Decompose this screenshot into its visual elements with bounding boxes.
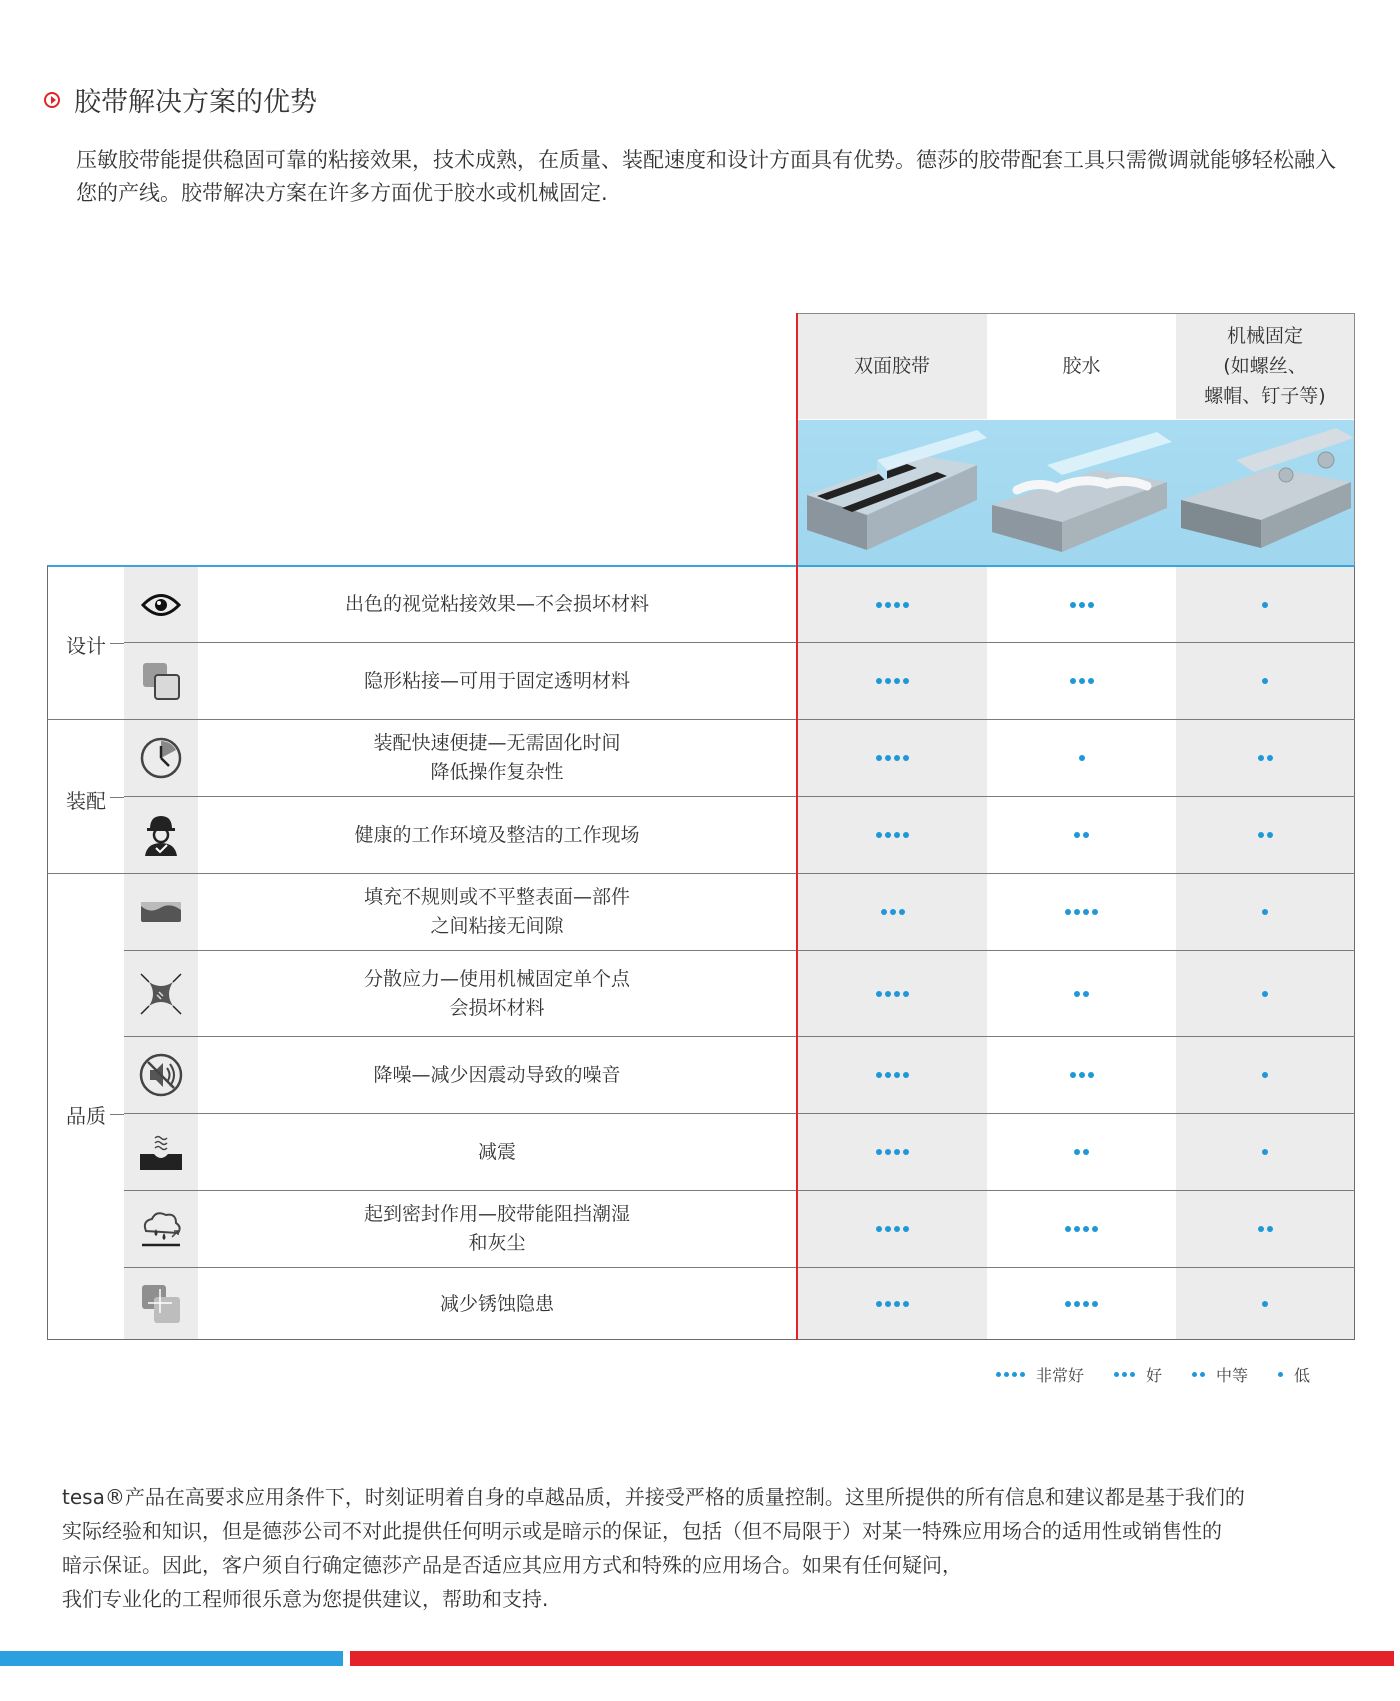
rating-dot <box>881 909 887 915</box>
disclaimer-line: tesa®产品在高要求应用条件下，时刻证明着自身的卓越品质，并接受严格的质量控制。这里所提供的所有信息和建议都是基于我们的 <box>62 1485 1245 1509</box>
group-tick <box>110 797 124 798</box>
sealing-icon <box>124 1191 198 1267</box>
rating-dot <box>1092 909 1098 915</box>
row-text: 降噪—减少因震动导致的噪音 <box>373 1063 621 1086</box>
rating-dot <box>1088 1072 1094 1078</box>
rating-dot <box>885 991 891 997</box>
rating-dots <box>987 567 1176 642</box>
column-header-label: 胶水 <box>1062 355 1101 377</box>
rating-dot <box>1262 909 1268 915</box>
legend-label: 非常好 <box>1036 1366 1085 1385</box>
glue-illustration <box>987 420 1176 565</box>
rating-dots <box>987 643 1176 719</box>
section-heading <box>44 80 317 119</box>
column-header-glue <box>987 313 1176 419</box>
group-tick <box>110 643 124 644</box>
rating-dots <box>1176 643 1354 719</box>
rating-dots <box>1176 1114 1354 1190</box>
tape-illustration <box>797 420 987 565</box>
rating-dot <box>1079 1072 1085 1078</box>
rating-dot <box>876 602 882 608</box>
rating-dots <box>987 1037 1176 1113</box>
rating-dots <box>1176 1268 1354 1340</box>
rating-dot <box>1083 1149 1089 1155</box>
rating-dot <box>876 755 882 761</box>
rating-dot <box>894 1301 900 1307</box>
rating-dot <box>1083 1226 1089 1232</box>
rating-dot <box>1065 1301 1071 1307</box>
rating-dot <box>1092 1226 1098 1232</box>
rating-dot <box>876 832 882 838</box>
rating-dot <box>894 755 900 761</box>
column-header-label: 机械固定 (如螺丝、 螺帽、钉子等) <box>1204 325 1326 407</box>
rating-dots <box>798 1037 987 1113</box>
rating-dots <box>798 951 987 1036</box>
rating-legend <box>996 1363 1340 1386</box>
rating-dots <box>1176 874 1354 950</box>
row-text: 填充不规则或不平整表面—部件 之间粘接无间隙 <box>363 886 630 937</box>
stress-distribution-icon <box>124 951 198 1036</box>
rating-dot <box>876 1226 882 1232</box>
rating-dot <box>894 832 900 838</box>
rating-dot <box>876 1149 882 1155</box>
worker-icon <box>124 797 198 873</box>
rating-dot <box>894 991 900 997</box>
rating-dot <box>885 1301 891 1307</box>
rating-dots <box>1176 1037 1354 1113</box>
rating-dots <box>987 720 1176 796</box>
rating-dot <box>903 1149 909 1155</box>
rating-dot <box>903 678 909 684</box>
rating-dot <box>894 1072 900 1078</box>
rating-dot <box>1083 909 1089 915</box>
rating-dot <box>903 1301 909 1307</box>
legend-label: 低 <box>1294 1366 1311 1385</box>
group-tick <box>110 1114 124 1115</box>
group-label-design: 设计 <box>66 634 106 658</box>
rating-dot <box>1070 602 1076 608</box>
rating-dot <box>885 678 891 684</box>
rating-dot <box>876 1072 882 1078</box>
clock-icon <box>124 720 198 796</box>
rating-dots <box>798 643 987 719</box>
rating-dot <box>1258 755 1264 761</box>
rating-dot <box>1074 1149 1080 1155</box>
row-text: 装配快速便捷—无需固化时间 降低操作复杂性 <box>373 732 621 783</box>
row-text: 分散应力—使用机械固定单个点 会损坏材料 <box>363 967 630 1019</box>
rating-dot <box>903 602 909 608</box>
rating-dot <box>899 909 905 915</box>
rating-dot <box>1262 678 1268 684</box>
rating-dot <box>1262 1149 1268 1155</box>
group-label-quality: 品质 <box>66 1104 106 1128</box>
rating-dot <box>1262 1072 1268 1078</box>
rating-dot <box>1074 1301 1080 1307</box>
rating-dot <box>876 991 882 997</box>
row-text: 减震 <box>477 1140 516 1163</box>
disclaimer-line: 实际经验和知识，但是德莎公司不对此提供任何明示或是暗示的保证，包括（但不局限于）对某一特殊应用场合的适用性或销售性的 <box>62 1519 1222 1543</box>
section-title: 胶带解决方案的优势 <box>74 87 317 118</box>
rating-dot <box>903 832 909 838</box>
column-header-label: 双面胶带 <box>853 355 930 377</box>
corrosion-icon <box>124 1268 198 1340</box>
vibration-damping-icon <box>124 1114 198 1190</box>
rating-dots <box>798 720 987 796</box>
footer-blue-bar <box>0 1651 343 1666</box>
row-text: 减少锈蚀隐患 <box>439 1292 554 1315</box>
rating-dot <box>1074 909 1080 915</box>
column-header-mechanical <box>1176 313 1354 419</box>
overlapping-squares-icon <box>124 643 198 719</box>
header-right-border <box>1354 313 1355 566</box>
rating-dot <box>894 678 900 684</box>
rating-dot <box>1267 832 1273 838</box>
rating-dot <box>1065 1226 1071 1232</box>
column-header-tape <box>797 313 987 419</box>
rating-dots <box>987 1268 1176 1340</box>
rating-dot <box>885 755 891 761</box>
legend-label: 中等 <box>1216 1366 1249 1385</box>
rating-dots <box>1176 720 1354 796</box>
row-text: 起到密封作用—胶带能阻挡潮湿 和灰尘 <box>363 1203 630 1254</box>
row-text: 隐形粘接—可用于固定透明材料 <box>363 669 630 692</box>
rating-dot <box>1079 755 1085 761</box>
footer-red-bar <box>350 1651 1394 1666</box>
legend-item <box>1192 1363 1248 1386</box>
mechanical-illustration <box>1176 420 1354 565</box>
rating-dot <box>1088 602 1094 608</box>
rating-dot <box>1083 1301 1089 1307</box>
rating-dot <box>894 1226 900 1232</box>
rating-dot <box>1092 1301 1098 1307</box>
rating-dots <box>1176 567 1354 642</box>
rating-dots <box>987 1114 1176 1190</box>
rating-dot <box>876 1301 882 1307</box>
rating-dot <box>1079 678 1085 684</box>
circle-arrow-icon <box>44 92 60 108</box>
rating-dots <box>987 951 1176 1036</box>
uneven-surface-icon <box>124 874 198 950</box>
rating-dot <box>1262 991 1268 997</box>
rating-dot <box>903 1226 909 1232</box>
rating-dot <box>1074 1226 1080 1232</box>
rating-dot <box>1074 832 1080 838</box>
rating-dots <box>1176 951 1354 1036</box>
rating-dots <box>987 1191 1176 1267</box>
rating-dots <box>798 1268 987 1340</box>
header-top-border <box>797 313 1355 314</box>
rating-dot <box>890 909 896 915</box>
rating-dots <box>798 797 987 873</box>
disclaimer-line: 我们专业化的工程师很乐意为您提供建议，帮助和支持. <box>62 1587 549 1611</box>
eye-icon <box>124 567 198 642</box>
rating-dot <box>1267 1226 1273 1232</box>
rating-dot <box>1258 832 1264 838</box>
disclaimer <box>62 1480 1352 1616</box>
rating-dot <box>885 602 891 608</box>
rating-dot <box>885 1226 891 1232</box>
rating-dot <box>1065 909 1071 915</box>
rating-dot <box>1070 1072 1076 1078</box>
rating-dot <box>894 1149 900 1155</box>
rating-dots <box>1176 1191 1354 1267</box>
rating-dot <box>1083 832 1089 838</box>
legend-item <box>1278 1363 1310 1386</box>
rating-dot <box>1070 678 1076 684</box>
rating-dot <box>1262 602 1268 608</box>
disclaimer-line: 暗示保证。因此，客户须自行确定德莎产品是否适应其应用方式和特殊的应用场合。如果有任何疑问， <box>62 1553 962 1577</box>
intro-paragraph: 压敏胶带能提供稳固可靠的粘接效果，技术成熟，在质量、装配速度和设计方面具有优势。德莎的胶带配套工具只需微调就能够轻松融入您的产线。胶带解决方案在许多方面优于胶水或机械固定. <box>76 148 1336 205</box>
rating-dot <box>1074 991 1080 997</box>
rating-dots <box>987 797 1176 873</box>
rating-dot <box>885 1072 891 1078</box>
rating-dot <box>1267 755 1273 761</box>
rating-dots <box>798 874 987 950</box>
rating-dot <box>1079 602 1085 608</box>
rating-dots <box>798 567 987 642</box>
speaker-mute-icon <box>124 1037 198 1113</box>
rating-dot <box>903 755 909 761</box>
rating-dot <box>1083 991 1089 997</box>
rating-dot <box>1088 678 1094 684</box>
rating-dots <box>798 1114 987 1190</box>
rating-dots <box>798 1191 987 1267</box>
rating-dot <box>876 678 882 684</box>
rating-dot <box>903 1072 909 1078</box>
legend-item <box>996 1363 1084 1386</box>
group-label-assembly: 装配 <box>66 789 106 813</box>
rating-dot <box>1262 1301 1268 1307</box>
rating-dot <box>885 1149 891 1155</box>
row-text: 健康的工作环境及整洁的工作现场 <box>354 823 640 846</box>
legend-item <box>1114 1363 1162 1386</box>
rating-dot <box>885 832 891 838</box>
legend-label: 好 <box>1146 1366 1163 1385</box>
rating-dots <box>1176 797 1354 873</box>
rating-dot <box>903 991 909 997</box>
row-text: 出色的视觉粘接效果—不会损坏材料 <box>344 593 649 615</box>
rating-dot <box>894 602 900 608</box>
rating-dots <box>987 874 1176 950</box>
rating-dot <box>1258 1226 1264 1232</box>
